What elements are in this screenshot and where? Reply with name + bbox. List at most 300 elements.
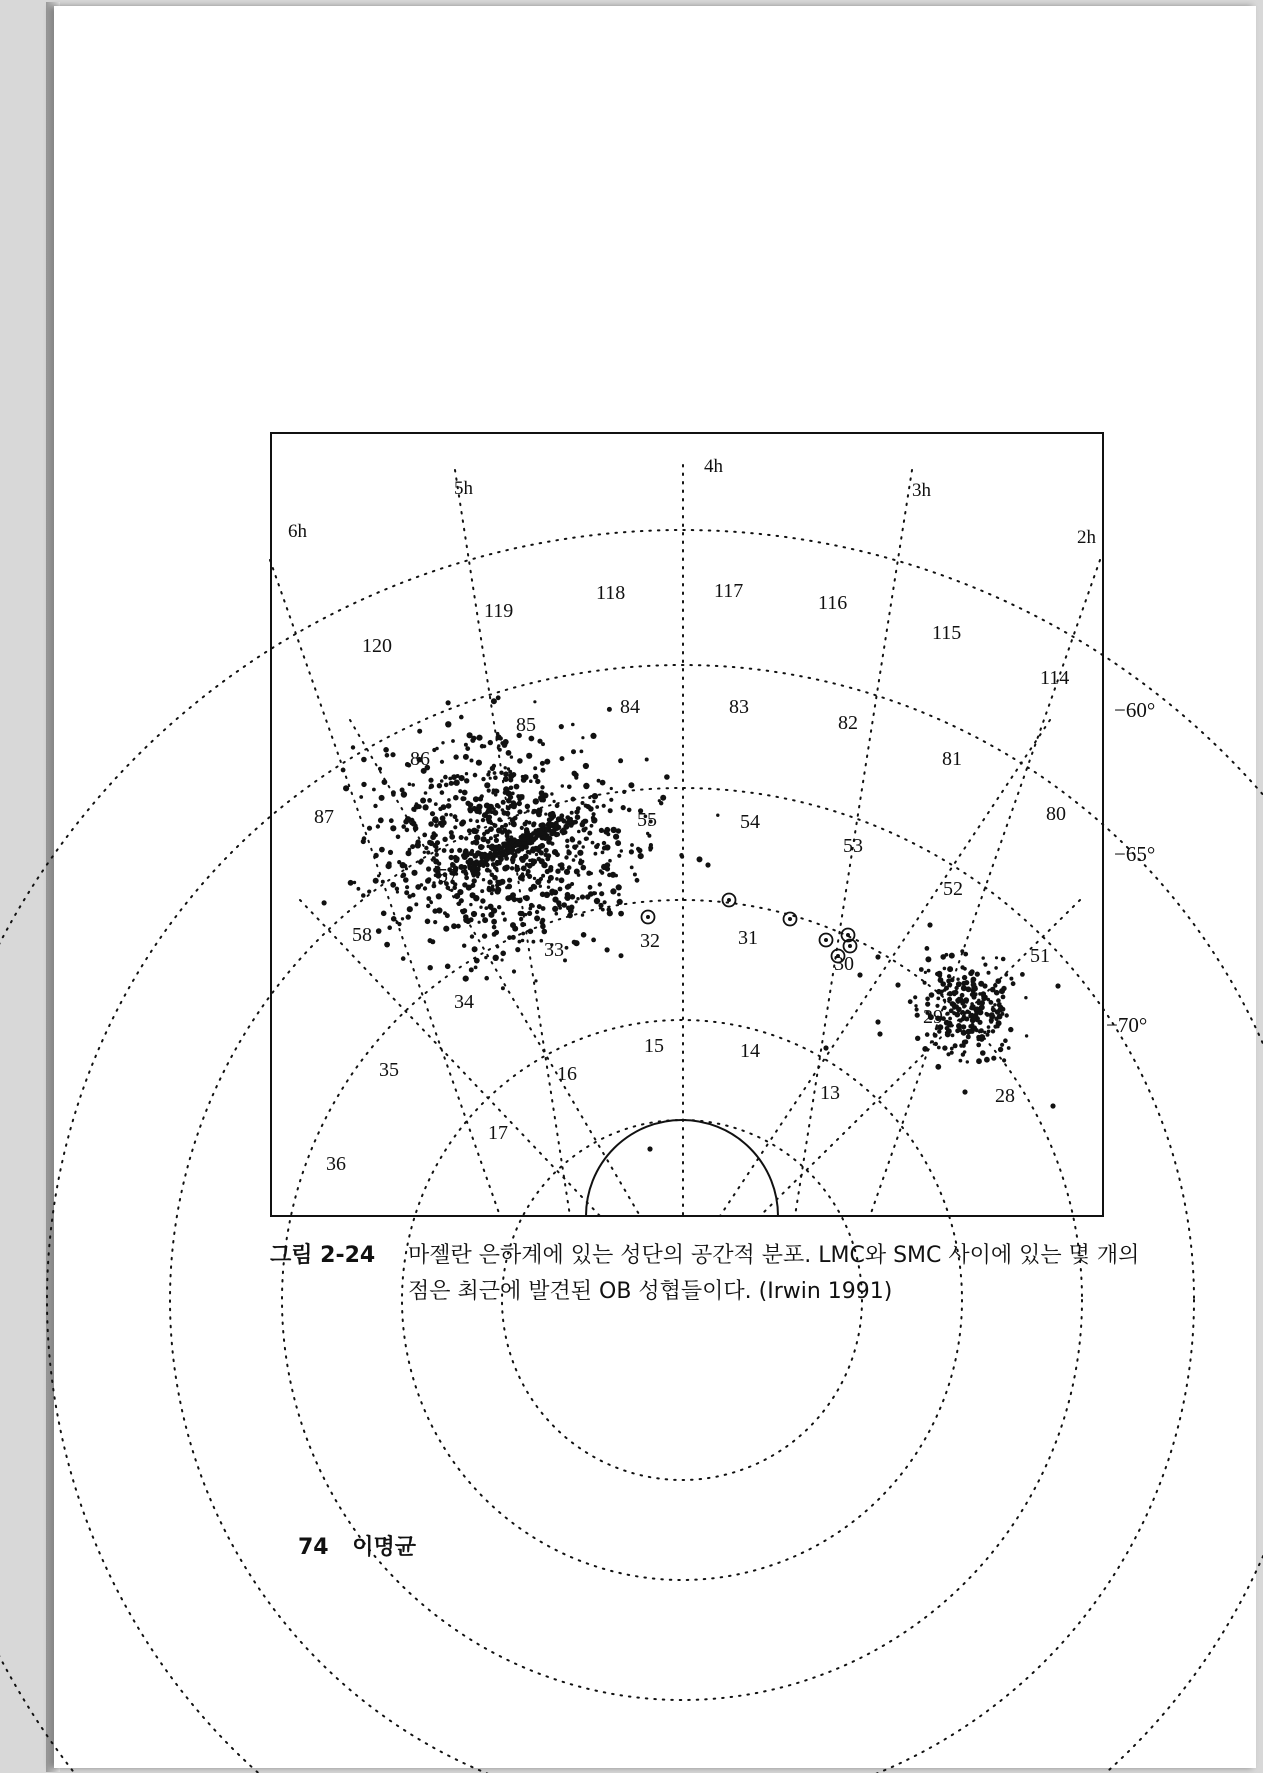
cluster-dot <box>521 876 525 880</box>
cluster-dot <box>510 892 516 898</box>
cluster-dot <box>940 993 943 996</box>
cluster-dot <box>598 882 602 886</box>
cluster-dot <box>437 783 442 788</box>
cluster-dot <box>476 808 482 814</box>
cluster-dot <box>491 884 495 888</box>
cluster-dot <box>1001 957 1006 962</box>
cluster-dot <box>984 1057 990 1063</box>
cluster-dot <box>577 830 581 834</box>
cluster-dot <box>994 990 1000 996</box>
cluster-dot <box>471 911 477 917</box>
cluster-dot <box>463 848 468 853</box>
cluster-dot <box>949 953 955 959</box>
plate-label: 116 <box>818 592 848 614</box>
cluster-dot <box>570 882 574 886</box>
cluster-dot <box>521 932 525 936</box>
ob-center-dot <box>646 915 650 919</box>
plate-label: 35 <box>379 1059 399 1081</box>
cluster-dot <box>511 804 517 810</box>
cluster-dot <box>982 956 985 959</box>
cluster-dot <box>1020 972 1025 977</box>
cluster-dot <box>411 870 417 876</box>
cluster-dot <box>469 967 474 972</box>
cluster-dot <box>555 869 560 874</box>
cluster-dot <box>925 956 931 962</box>
cluster-dot <box>493 810 499 816</box>
cluster-dot <box>544 853 549 858</box>
cluster-dot <box>550 792 553 795</box>
cluster-dot <box>417 729 422 734</box>
cluster-dot <box>581 736 584 739</box>
cluster-dot <box>987 1025 991 1029</box>
cluster-dot <box>518 794 523 799</box>
cluster-dot <box>388 850 393 855</box>
cluster-dot <box>555 852 560 857</box>
cluster-dot <box>507 878 512 883</box>
cluster-dot <box>611 827 617 833</box>
cluster-dot <box>466 860 471 865</box>
cluster-dot <box>575 844 579 848</box>
cluster-dot <box>453 754 458 759</box>
cluster-dot <box>955 998 960 1003</box>
cluster-dot <box>551 828 556 833</box>
cluster-dot <box>529 736 535 742</box>
cluster-dot <box>523 774 529 780</box>
cluster-dot <box>1024 996 1027 999</box>
cluster-dot <box>474 958 480 964</box>
cluster-dot <box>462 865 467 870</box>
cluster-dot <box>514 849 519 854</box>
cluster-dot <box>947 974 951 978</box>
cluster-dot <box>361 782 366 787</box>
cluster-dot <box>956 981 962 987</box>
ob-center-dot <box>824 938 828 942</box>
ra-label-5h: 5h <box>454 478 473 499</box>
cluster-dot <box>555 832 560 837</box>
cluster-dot <box>463 976 469 982</box>
cluster-dot <box>975 972 980 977</box>
cluster-dot <box>526 809 529 812</box>
cluster-dot <box>716 814 719 817</box>
cluster-dot <box>481 913 486 918</box>
cluster-dot <box>434 874 438 878</box>
cluster-dot <box>411 783 415 787</box>
cluster-dot <box>469 818 473 822</box>
cluster-dot <box>550 892 554 896</box>
cluster-dot <box>487 815 492 820</box>
cluster-dot <box>697 856 703 862</box>
cluster-dot <box>605 862 611 868</box>
cluster-dot <box>597 779 601 783</box>
cluster-dot <box>488 869 491 872</box>
cluster-dot <box>449 855 454 860</box>
cluster-dot <box>396 890 399 893</box>
cluster-dot <box>958 1018 963 1023</box>
page-number: 74 <box>298 1535 329 1560</box>
cluster-dot <box>506 849 511 854</box>
cluster-dot <box>924 971 927 974</box>
cluster-dot <box>993 1003 996 1006</box>
cluster-dot <box>570 836 575 841</box>
cluster-dot <box>613 834 619 840</box>
cluster-dot <box>376 824 380 828</box>
cluster-dot <box>389 818 394 823</box>
cluster-dot <box>599 891 604 896</box>
cluster-dot <box>481 859 486 864</box>
cluster-dot <box>373 853 378 858</box>
cluster-dot <box>498 748 502 752</box>
cluster-dot <box>528 887 533 892</box>
cluster-dot <box>533 831 538 836</box>
cluster-dot <box>424 846 428 850</box>
cluster-dot <box>449 813 453 817</box>
cluster-dot <box>991 1056 996 1061</box>
cluster-dot <box>585 804 590 809</box>
cluster-dot <box>648 845 653 850</box>
cluster-dot <box>449 849 454 854</box>
cluster-dot <box>480 898 485 903</box>
cluster-dot <box>434 802 438 806</box>
cluster-dot <box>637 848 642 853</box>
cluster-dot <box>521 865 527 871</box>
cluster-dot <box>483 744 487 748</box>
cluster-dot <box>922 1046 928 1052</box>
cluster-dot <box>495 803 500 808</box>
cluster-dot <box>951 1034 955 1038</box>
cluster-dot <box>574 869 580 875</box>
cluster-dot <box>937 1046 941 1050</box>
cluster-dot <box>515 947 520 952</box>
cluster-dot <box>413 809 416 812</box>
cluster-dot <box>493 771 497 775</box>
cluster-dot <box>511 772 516 777</box>
cluster-dot <box>481 836 487 842</box>
cluster-dot <box>955 1012 961 1018</box>
cluster-dot <box>620 849 623 852</box>
cluster-dot <box>401 917 404 920</box>
cluster-dot <box>956 978 959 981</box>
cluster-dot <box>422 833 427 838</box>
cluster-dot <box>945 953 949 957</box>
cluster-dot <box>531 904 534 907</box>
cluster-dot <box>475 850 481 856</box>
cluster-dot <box>423 886 427 890</box>
cluster-dot <box>359 795 363 799</box>
cluster-dot <box>568 908 574 914</box>
cluster-dot <box>947 1021 952 1026</box>
cluster-dot <box>913 995 917 999</box>
plate-label: 85 <box>516 714 536 736</box>
cluster-dot <box>959 1059 963 1063</box>
cluster-dot <box>440 823 445 828</box>
cluster-dot <box>571 797 576 802</box>
cluster-dot <box>628 782 634 788</box>
cluster-dot <box>616 884 622 890</box>
cluster-dot <box>965 1000 969 1004</box>
cluster-dot <box>996 1020 1002 1026</box>
cluster-dot <box>961 981 966 986</box>
cluster-dot <box>496 869 499 872</box>
cluster-dot <box>535 853 538 856</box>
cluster-dot <box>582 845 585 848</box>
cluster-dot <box>934 1042 938 1046</box>
cluster-dot <box>456 924 461 929</box>
cluster-dot <box>952 1002 956 1006</box>
cluster-dot <box>428 965 433 970</box>
cluster-dot <box>445 721 451 727</box>
cluster-dot <box>415 842 421 848</box>
cluster-dot <box>482 878 485 881</box>
cluster-dot <box>572 858 576 862</box>
cluster-dot <box>629 849 634 854</box>
cluster-dot <box>573 820 578 825</box>
cluster-dot <box>572 940 577 945</box>
cluster-dot <box>989 1018 994 1023</box>
cluster-dot <box>456 774 460 778</box>
cluster-dot <box>534 915 540 921</box>
cluster-dot <box>470 934 474 938</box>
cluster-dot <box>525 804 530 809</box>
cluster-dot <box>914 1004 917 1007</box>
cluster-dot <box>991 1007 995 1011</box>
dec-label-65: −65° <box>1114 842 1156 866</box>
plate-label: 87 <box>314 806 334 828</box>
ob-center-dot <box>846 933 850 937</box>
cluster-dot <box>501 958 504 961</box>
cluster-dot <box>1001 995 1006 1000</box>
cluster-dot <box>544 892 550 898</box>
cluster-dot <box>404 890 409 895</box>
cluster-dot <box>390 882 396 888</box>
cluster-dot <box>510 817 516 823</box>
cluster-dot <box>561 827 567 833</box>
cluster-dot <box>933 1033 938 1038</box>
cluster-dot <box>967 1011 971 1015</box>
cluster-dot <box>426 866 431 871</box>
cluster-dot <box>453 814 458 819</box>
cluster-dot <box>496 827 502 833</box>
cluster-dot <box>610 787 613 790</box>
cluster-dot <box>915 1007 919 1011</box>
cluster-dot <box>533 877 536 880</box>
cluster-dot <box>540 920 545 925</box>
cluster-dot <box>925 946 930 951</box>
plate-label: 13 <box>820 1082 840 1104</box>
cluster-dot <box>477 825 481 829</box>
cluster-dot <box>430 901 433 904</box>
cluster-dot <box>470 849 474 853</box>
cluster-dot <box>489 836 493 840</box>
plate-label: 14 <box>740 1040 760 1062</box>
cluster-dot <box>492 925 497 930</box>
cluster-dot <box>595 805 599 809</box>
cluster-dot <box>395 887 399 891</box>
cluster-dot <box>446 803 452 809</box>
cluster-dot <box>915 1013 920 1018</box>
cluster-dot <box>377 874 380 877</box>
cluster-dot <box>464 778 469 783</box>
cluster-dot <box>581 801 585 805</box>
cluster-dot <box>1000 1043 1004 1047</box>
plate-label: 28 <box>995 1085 1015 1107</box>
cluster-dot <box>432 831 437 836</box>
cluster-dot <box>372 788 376 792</box>
cluster-dot <box>426 896 431 901</box>
cluster-dot <box>545 869 550 874</box>
cluster-dot <box>390 752 395 757</box>
cluster-dot <box>962 1089 967 1094</box>
cluster-dot <box>470 892 476 898</box>
cluster-dot <box>618 758 623 763</box>
cluster-dot <box>567 865 572 870</box>
cluster-dot <box>432 908 437 913</box>
cluster-dot <box>484 976 489 981</box>
cluster-dot <box>537 904 542 909</box>
cluster-dot <box>459 715 464 720</box>
cluster-dot <box>504 766 507 769</box>
cluster-dot <box>497 905 501 909</box>
cluster-dot <box>591 816 596 821</box>
cluster-dot <box>467 732 473 738</box>
cluster-dot <box>983 1031 986 1034</box>
cluster-dot <box>490 766 495 771</box>
cluster-dot <box>484 803 490 809</box>
cluster-dot <box>537 739 542 744</box>
cluster-dot <box>533 766 537 770</box>
cluster-dot <box>527 911 532 916</box>
cluster-dot <box>444 912 447 915</box>
cluster-dot <box>989 1000 994 1005</box>
cluster-dot <box>550 842 554 846</box>
cluster-dot <box>482 933 487 938</box>
cluster-dot <box>541 874 545 878</box>
cluster-dot <box>486 808 492 814</box>
cluster-dot <box>471 865 476 870</box>
cluster-dot <box>425 878 431 884</box>
cluster-dot <box>455 818 459 822</box>
cluster-dot <box>518 911 523 916</box>
cluster-dot <box>480 889 484 893</box>
cluster-dot <box>441 741 444 744</box>
cluster-dot <box>581 932 587 938</box>
cluster-dot <box>983 963 987 967</box>
cluster-dot <box>474 966 478 970</box>
cluster-dot <box>594 844 599 849</box>
cluster-dot <box>525 832 530 837</box>
cluster-dot <box>1009 977 1013 981</box>
cluster-dot <box>603 829 609 835</box>
cluster-dot <box>517 809 522 814</box>
cluster-dot <box>449 781 454 786</box>
cluster-dot <box>549 816 554 821</box>
cluster-dot <box>931 1040 934 1043</box>
cluster-dot <box>547 886 550 889</box>
cluster-dot <box>453 825 457 829</box>
cluster-dot <box>939 978 943 982</box>
ra-label-2h: 2h <box>1077 527 1096 548</box>
cluster-dot <box>463 869 468 874</box>
cluster-dot <box>956 1023 962 1029</box>
plate-label: 31 <box>738 927 758 949</box>
cluster-dot <box>925 1032 930 1037</box>
cluster-dot <box>976 1058 982 1064</box>
cluster-dot <box>516 898 520 902</box>
cluster-dot <box>591 841 595 845</box>
cluster-dot <box>491 888 495 892</box>
cluster-dot <box>585 837 589 841</box>
cluster-dot <box>473 829 479 835</box>
cluster-dot <box>512 926 518 932</box>
cluster-dot <box>440 779 444 783</box>
cluster-dot <box>539 844 543 848</box>
cluster-dot <box>607 907 612 912</box>
cluster-dot <box>569 823 574 828</box>
cluster-dot <box>381 880 385 884</box>
cluster-dot <box>588 891 594 897</box>
cluster-dot <box>972 1014 976 1018</box>
cluster-dot <box>501 800 506 805</box>
cluster-dot <box>420 798 426 804</box>
cluster-dot <box>590 733 596 739</box>
cluster-dot <box>705 862 710 867</box>
cluster-dot <box>465 919 471 925</box>
cluster-dot <box>588 796 591 799</box>
cluster-dot <box>980 1034 986 1040</box>
cluster-dot <box>457 889 463 895</box>
cluster-dot <box>615 840 621 846</box>
cluster-dot <box>960 965 964 969</box>
cluster-dot <box>484 906 488 910</box>
cluster-dot <box>499 736 503 740</box>
cluster-dot <box>491 862 496 867</box>
cluster-dot <box>488 881 492 885</box>
cluster-dot <box>407 906 413 912</box>
cluster-dot <box>553 800 556 803</box>
cluster-dot <box>544 826 549 831</box>
cluster-dot <box>987 1030 991 1034</box>
cluster-dot <box>487 789 491 793</box>
cluster-dot <box>459 898 464 903</box>
cluster-dot <box>875 954 880 959</box>
cluster-dot <box>953 990 958 995</box>
plate-label: 57 <box>438 865 458 887</box>
cluster-dot <box>647 1146 652 1151</box>
cluster-dot <box>949 1008 954 1013</box>
cluster-dot <box>542 929 548 935</box>
cluster-dot <box>985 1013 989 1017</box>
cluster-dot <box>948 991 953 996</box>
cluster-dot <box>429 786 432 789</box>
cluster-dot <box>505 830 510 835</box>
cluster-dot <box>378 767 382 771</box>
cluster-dot <box>540 768 545 773</box>
cluster-dot <box>1003 1038 1008 1043</box>
cluster-dot <box>532 940 536 944</box>
cluster-dot <box>489 777 492 780</box>
cluster-dot <box>570 894 576 900</box>
plate-label: 29 <box>923 1006 943 1028</box>
cluster-dot <box>405 885 409 889</box>
cluster-dot <box>534 979 537 982</box>
plate-label: 17 <box>488 1122 508 1144</box>
cluster-dot <box>385 753 390 758</box>
cluster-dot <box>994 966 998 970</box>
cluster-dot <box>961 985 967 991</box>
cluster-dot <box>503 739 509 745</box>
cluster-dot <box>823 1045 828 1050</box>
cluster-dot <box>547 879 551 883</box>
plate-label: 51 <box>1030 945 1050 967</box>
